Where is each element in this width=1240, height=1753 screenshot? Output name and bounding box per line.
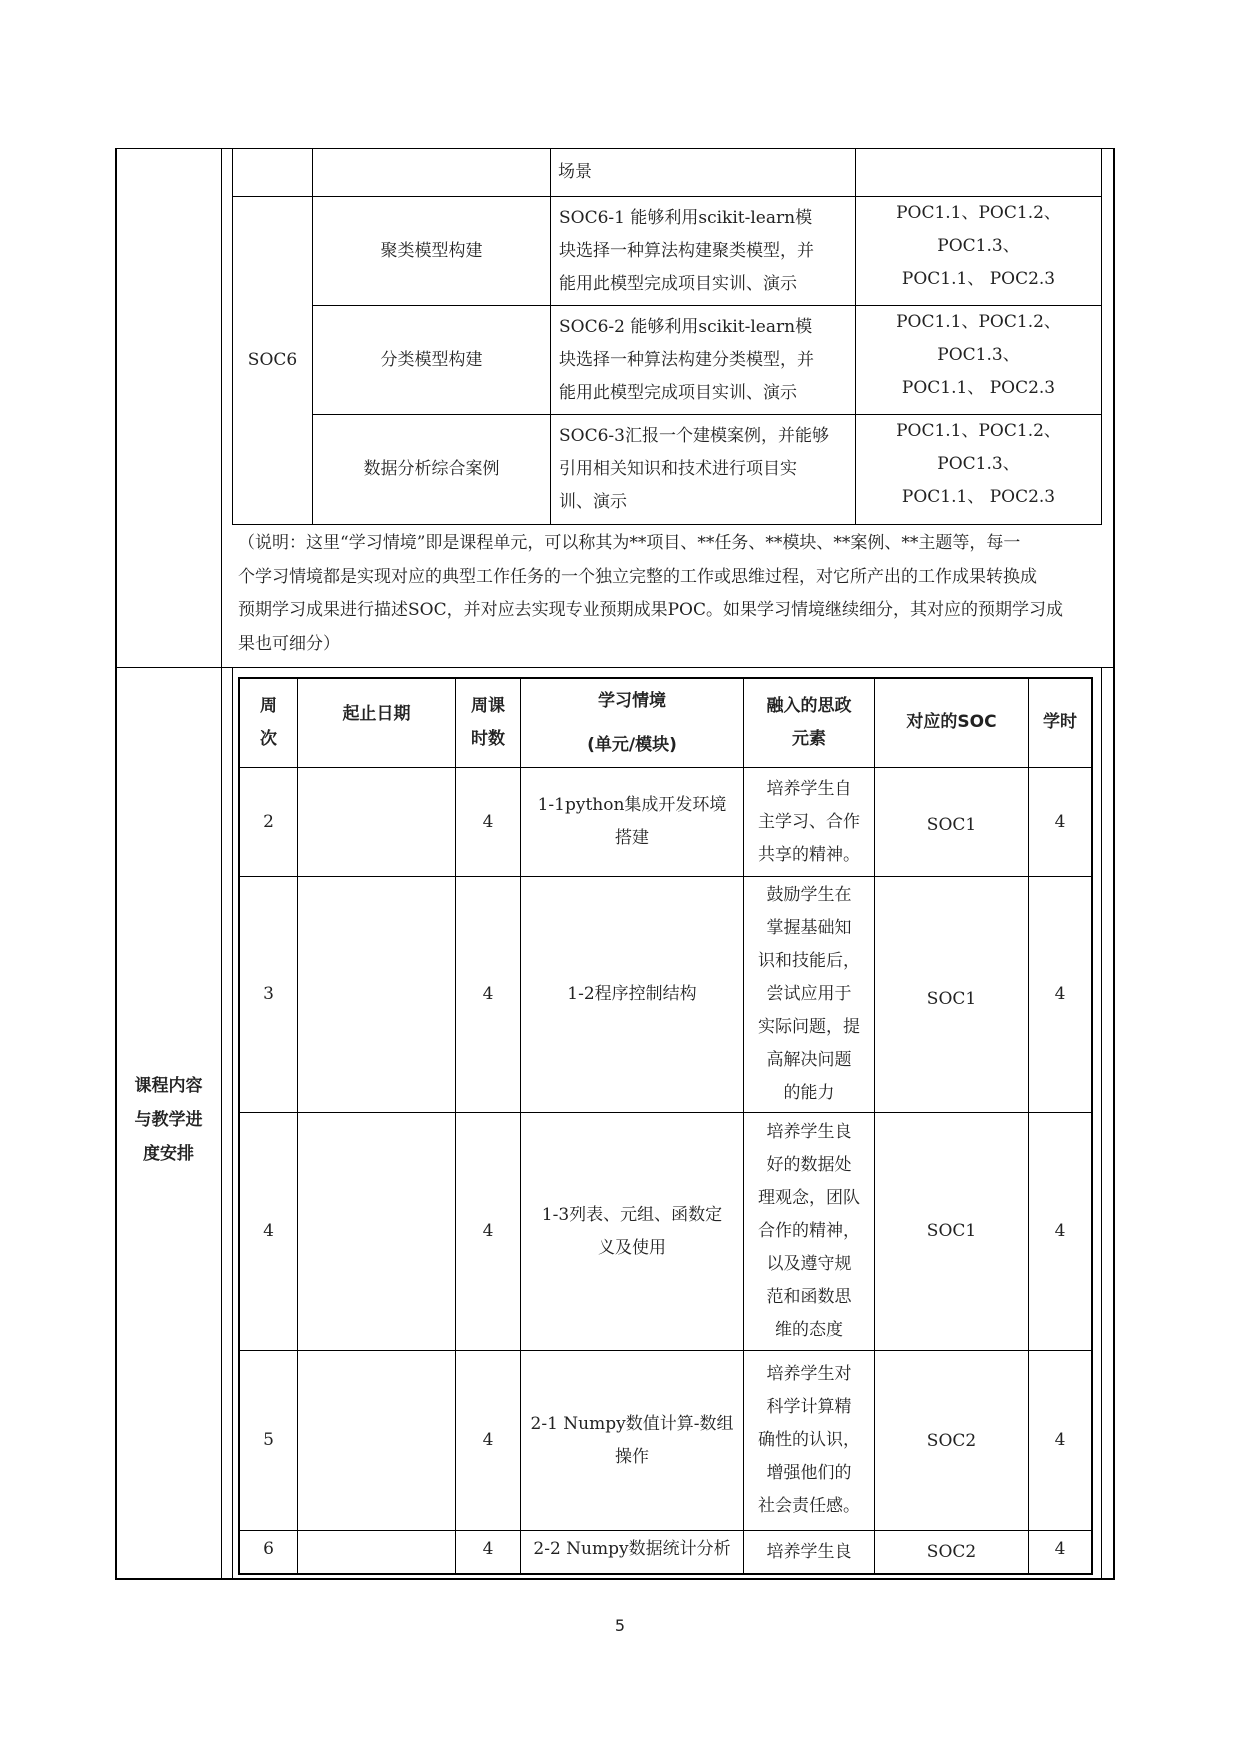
row-soc: SOC1 — [926, 814, 977, 835]
row-unit: 1-2程序控制结构 — [567, 984, 697, 1004]
col-header-hours: 学时 — [1043, 711, 1077, 732]
row-dates — [298, 877, 455, 1112]
row-ideology: 培养学生良 — [766, 1541, 852, 1562]
row-ideology: 培养学生对 科学计算精 确性的认识， 增强他们的 社会责任感。 — [758, 1364, 860, 1516]
soc-group-label: SOC6 — [247, 350, 298, 370]
soc-row-module: 分类模型构建 — [380, 349, 483, 370]
row-hours: 4 — [1054, 1430, 1066, 1450]
row-hours-per-week: 4 — [482, 984, 494, 1004]
soc-row-poc: POC1.1、POC1.2、 POC1.3、 POC1.1、 POC2.3 — [896, 312, 1061, 398]
row-unit: 2-1 Numpy数值计算-数组 操作 — [530, 1413, 734, 1467]
soc-row-description: SOC6-1 能够利用scikit-learn模 块选择一种算法构建聚类模型，并 能用此模型完成项目实训、演示 — [559, 207, 814, 294]
col-header-week: 周 次 — [260, 696, 277, 749]
row-week: 5 — [263, 1430, 274, 1450]
row-unit: 1-1python集成开发环境 搭建 — [537, 795, 727, 848]
col-header-unit: 学习情境 (单元/模块) — [587, 691, 677, 755]
row-soc: SOC1 — [926, 1221, 977, 1241]
row-hours-per-week: 4 — [482, 1538, 494, 1559]
row-soc: SOC2 — [926, 1431, 977, 1451]
row-soc: SOC2 — [926, 1541, 977, 1562]
row-soc: SOC1 — [926, 989, 977, 1009]
row-unit: 1-3列表、元组、函数定 义及使用 — [541, 1204, 723, 1258]
row-ideology: 培养学生良 好的数据处 理观念，团队 合作的精神， 以及遵守规 范和函数思 维的态度 — [758, 1122, 860, 1340]
col-header-dates: 起止日期 — [342, 703, 411, 724]
soc-row-poc: POC1.1、POC1.2、 POC1.3、 POC1.1、 POC2.3 — [896, 203, 1061, 289]
soc-row-description: SOC6-2 能够利用scikit-learn模 块选择一种算法构建分类模型，并 能用此模型完成项目实训、演示 — [559, 316, 814, 403]
row-dates — [298, 1113, 455, 1350]
page-number: 5 — [614, 1616, 626, 1635]
row-ideology: 培养学生自 主学习、合作 共享的精神。 — [758, 778, 860, 865]
row-dates — [298, 1531, 455, 1573]
row-unit: 2-2 Numpy数据统计分析 — [533, 1538, 731, 1559]
soc-row-description: SOC6-3汇报一个建模案例，并能够 引用相关知识和技术进行项目实 训、演示 — [559, 426, 829, 512]
explanation-note: （说明：这里“学习情境”即是课程单元，可以称其为**项目、**任务、**模块、**案例、**主题等，每一 个学习情境都是实现对应的典型工作任务的一个独立完整的工作或思维过程，对它所产出的工作成果转换成 预期学习成果进行描述SOC，并对应去实现专业预期成果POC。如果学习情境继续细分，其对应的预期学习成 果也可细分） — [238, 533, 1063, 654]
row-hours: 4 — [1054, 811, 1066, 832]
soc-row-poc: POC1.1、POC1.2、 POC1.3、 POC1.1、 POC2.3 — [896, 421, 1061, 507]
soc-row-module: 数据分析综合案例 — [363, 459, 500, 479]
row-hours-per-week: 4 — [482, 811, 494, 832]
row-week: 4 — [263, 1221, 274, 1241]
row-hours-per-week: 4 — [482, 1430, 494, 1450]
col-header-hours-per-week: 周课 时数 — [471, 696, 505, 749]
row-hours-per-week: 4 — [482, 1221, 494, 1241]
col-header-ideology: 融入的思政 元素 — [766, 696, 852, 749]
carry-row-text: 场景 — [558, 162, 592, 182]
row-dates — [298, 1351, 455, 1530]
row-week: 2 — [263, 811, 274, 832]
row-week: 3 — [263, 984, 274, 1004]
row-week: 6 — [263, 1538, 274, 1559]
row-dates — [298, 768, 455, 876]
row-hours: 4 — [1054, 1221, 1066, 1241]
soc-row-module: 聚类模型构建 — [380, 240, 483, 261]
col-header-soc: 对应的SOC — [906, 711, 997, 732]
row-ideology: 鼓励学生在 掌握基础知 识和技能后， 尝试应用于 实际问题，提 高解决问题 的能力 — [758, 885, 860, 1103]
section-label: 课程内容 与教学进 度安排 — [134, 1076, 203, 1164]
row-hours: 4 — [1054, 984, 1066, 1004]
row-hours: 4 — [1054, 1538, 1066, 1559]
